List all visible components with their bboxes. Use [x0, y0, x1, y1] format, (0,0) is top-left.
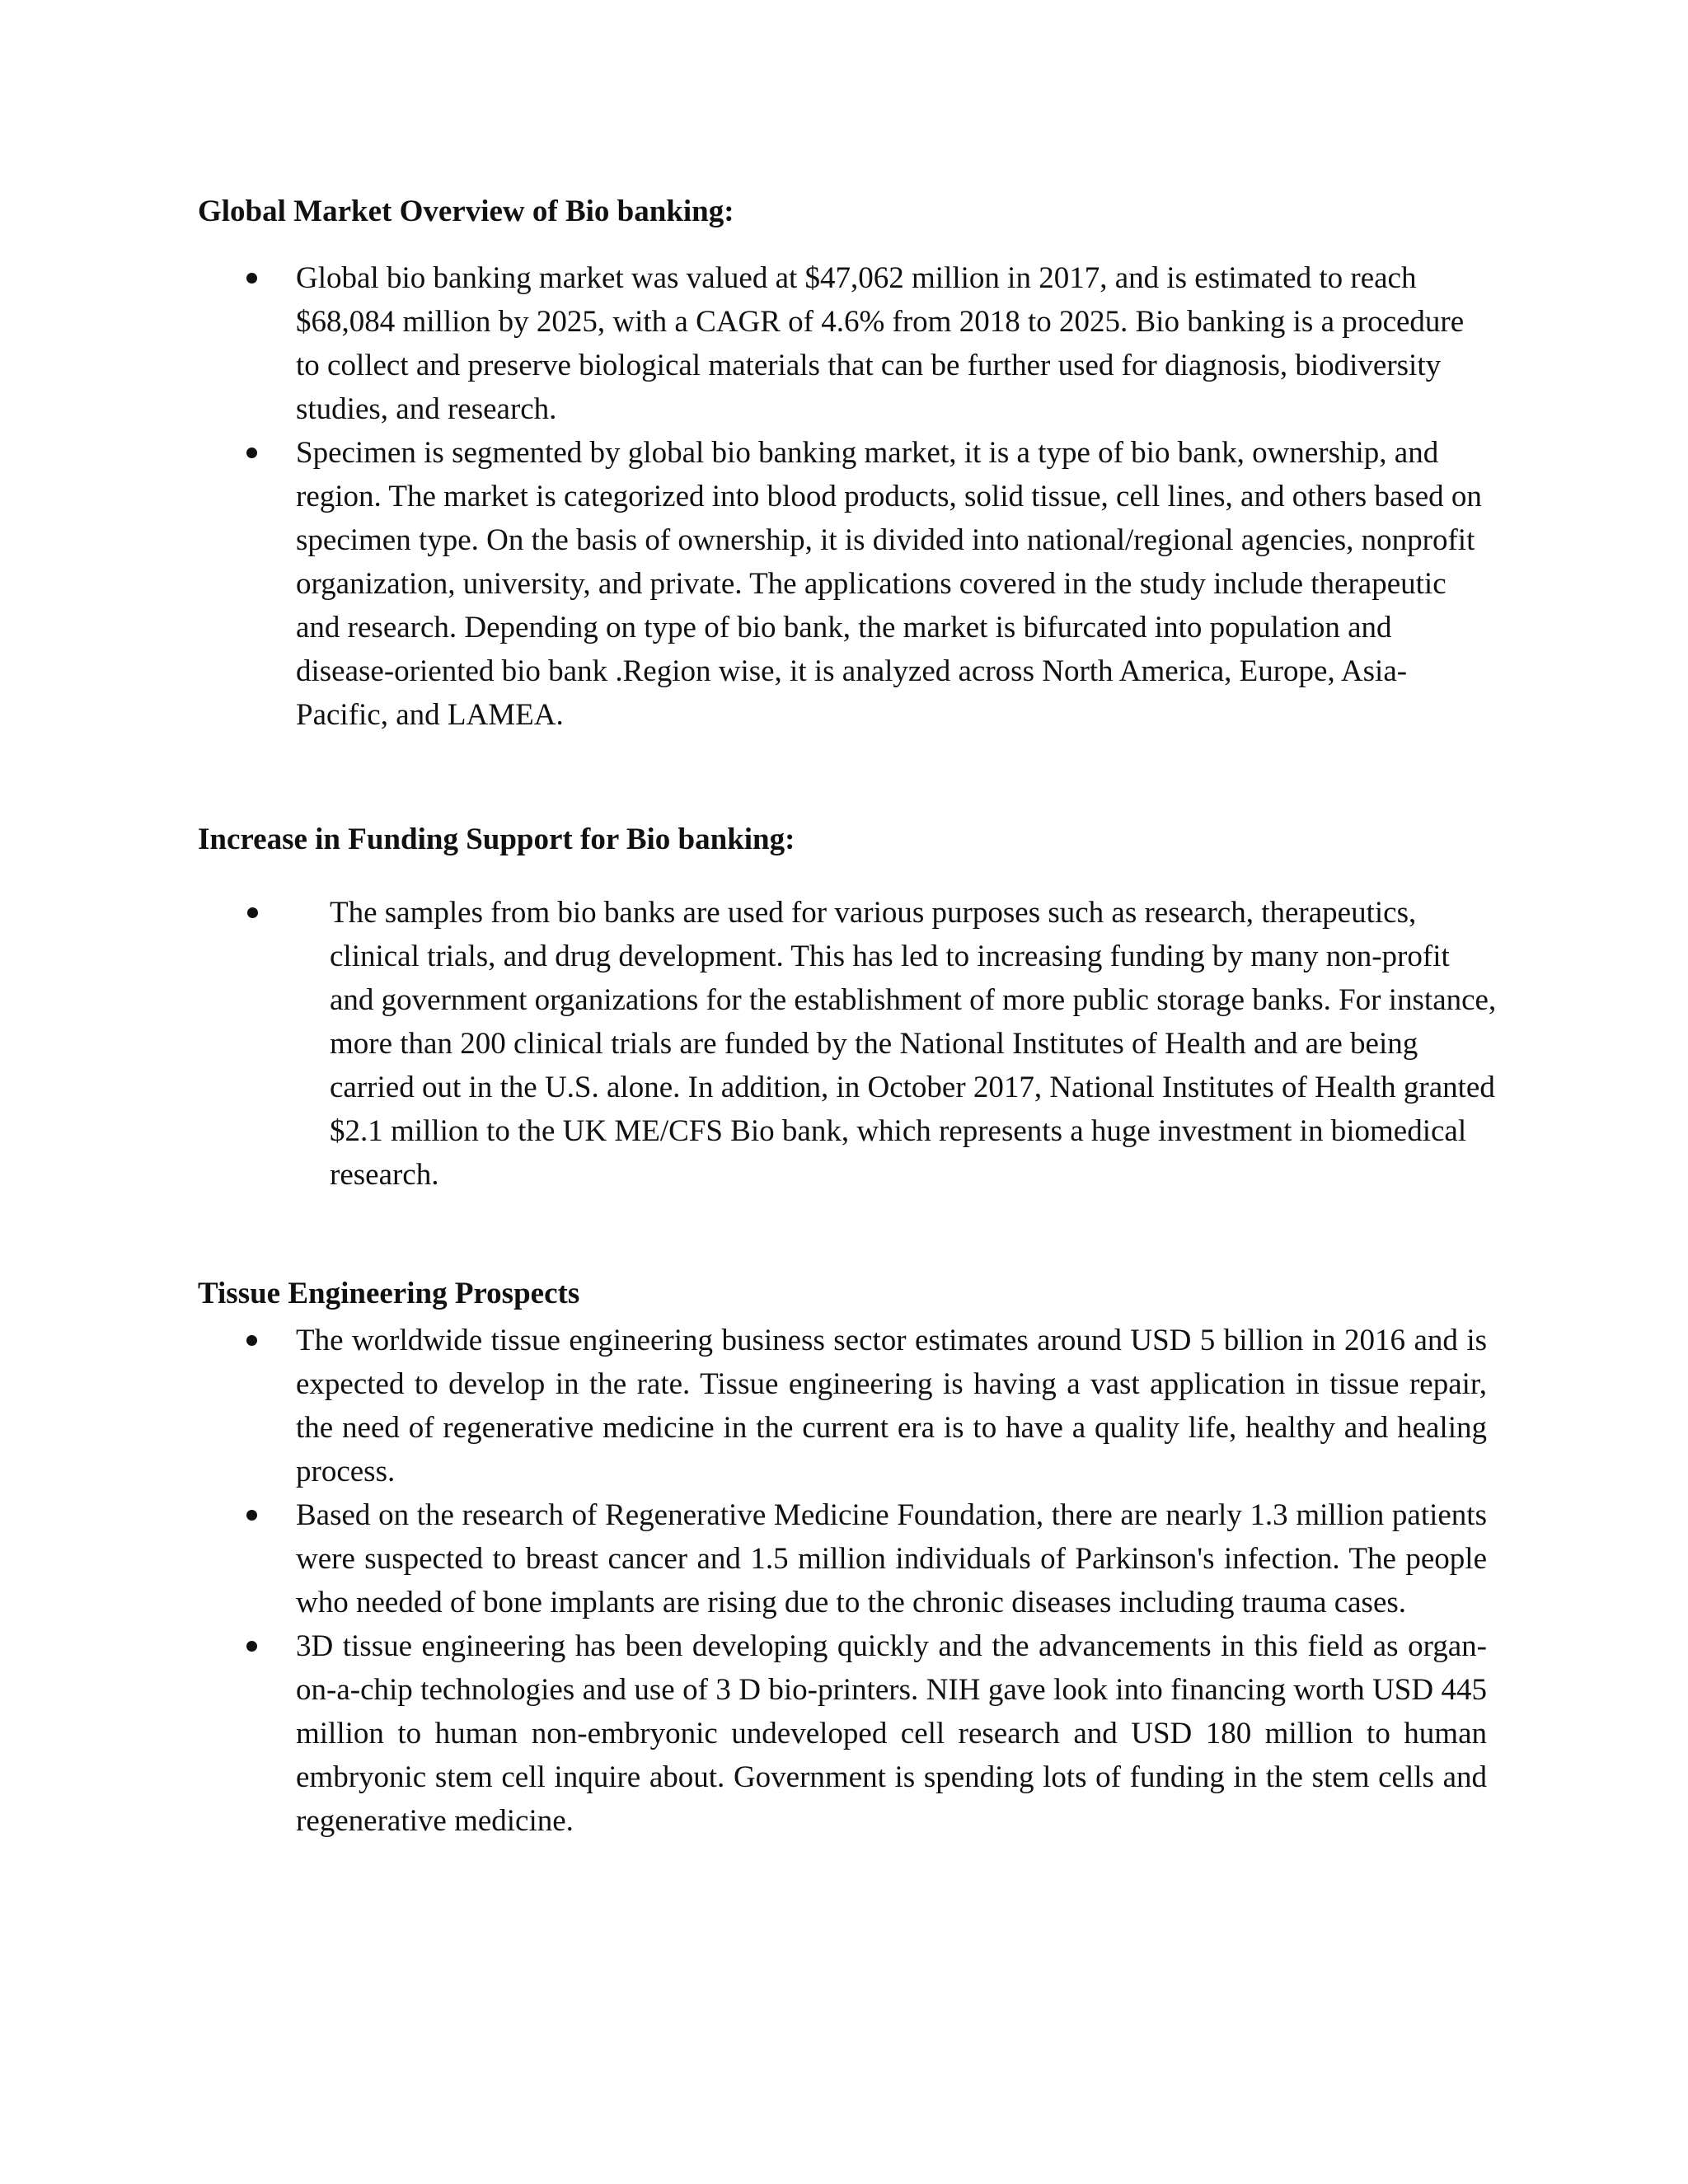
section-heading: Global Market Overview of Bio banking: [198, 194, 734, 228]
bullet-icon [247, 907, 258, 918]
bullet-icon [246, 448, 257, 458]
bullet-item [198, 431, 1483, 737]
bullet-text: The worldwide tissue engineering business sector estimates around USD 5 billion in 2016 and is expected to develop in the rate. Tissue engineering is having a vast application in tissue repair, the need of regenerative medicine in the current era is to have a quality life, healthy and healing process. [296, 1324, 1487, 1488]
section-heading: Increase in Funding Support for Bio banking: [198, 823, 795, 856]
section-tissue-engineering [198, 1274, 1487, 1843]
bullet-text: 3D tissue engineering has been developing quickly and the advancements in this field as organ-on-a-chip technologies and use of 3 D bio-printers. NIH gave look into financing worth USD 445 million to human non-embryonic undeveloped cell research and USD 180 million to human embryonic stem cell inquire about. Government is spending lots of funding in the stem cells and regenerative medicine. [296, 1629, 1487, 1838]
bullet-icon [246, 1510, 257, 1521]
bullet-item [198, 256, 1483, 431]
bullet-text: Based on the research of Regenerative Medicine Foundation, there are nearly 1.3 million patients were suspected to breast cancer and 1.5 million individuals of Parkinson's infection. The people who needed of bone implants are rising due to the chronic diseases including trauma cases. [296, 1498, 1487, 1619]
bullet-list [198, 1319, 1487, 1843]
bullet-text: Specimen is segmented by global bio banking market, it is a type of bio bank, ownership, and region. The market is categorized into blood products, solid tissue, cell lines, and others based on specimen type. On the basis of ownership, it is divided into national/regional agencies, nonprofit organization, university, and private. The applications covered in the study include therapeutic and research. Depending on type of bio bank, the market is bifurcated into population and disease-oriented bio bank .Region wise, it is analyzed across North America, Europe, Asia-Pacific, and LAMEA. [296, 436, 1482, 732]
section-funding-support [198, 820, 1497, 1197]
bullet-icon [246, 1641, 257, 1652]
bullet-item [198, 1493, 1487, 1624]
section-global-market-overview [198, 192, 1484, 737]
bullet-item [198, 891, 1500, 1197]
bullet-icon [246, 273, 257, 284]
bullet-item [198, 1624, 1487, 1843]
bullet-text: The samples from bio banks are used for various purposes such as research, therapeutics, clinical trials, and drug development. This has led to increasing funding by many non-profit and government organizations for the establishment of more public storage banks. For instance, more than 200 clinical trials are funded by the National Institutes of Health and are being carried out in the U.S. alone. In addition, in October 2017, National Institutes of Health granted $2.1 million to the UK ME/CFS Bio bank, which represents a huge investment in biomedical research. [330, 896, 1497, 1192]
bullet-icon [246, 1335, 257, 1346]
section-heading: Tissue Engineering Prospects [198, 1277, 580, 1310]
bullet-item [198, 1319, 1487, 1493]
bullet-list [198, 256, 1484, 737]
bullet-list [198, 891, 1497, 1197]
bullet-text: Global bio banking market was valued at $47,062 million in 2017, and is estimated to reach $68,084 million by 2025, with a CAGR of 4.6% from 2018 to 2025. Bio banking is a procedure to collect and preserve biological materials that can be further used for diagnosis, biodiversity studies, and research. [296, 261, 1465, 426]
